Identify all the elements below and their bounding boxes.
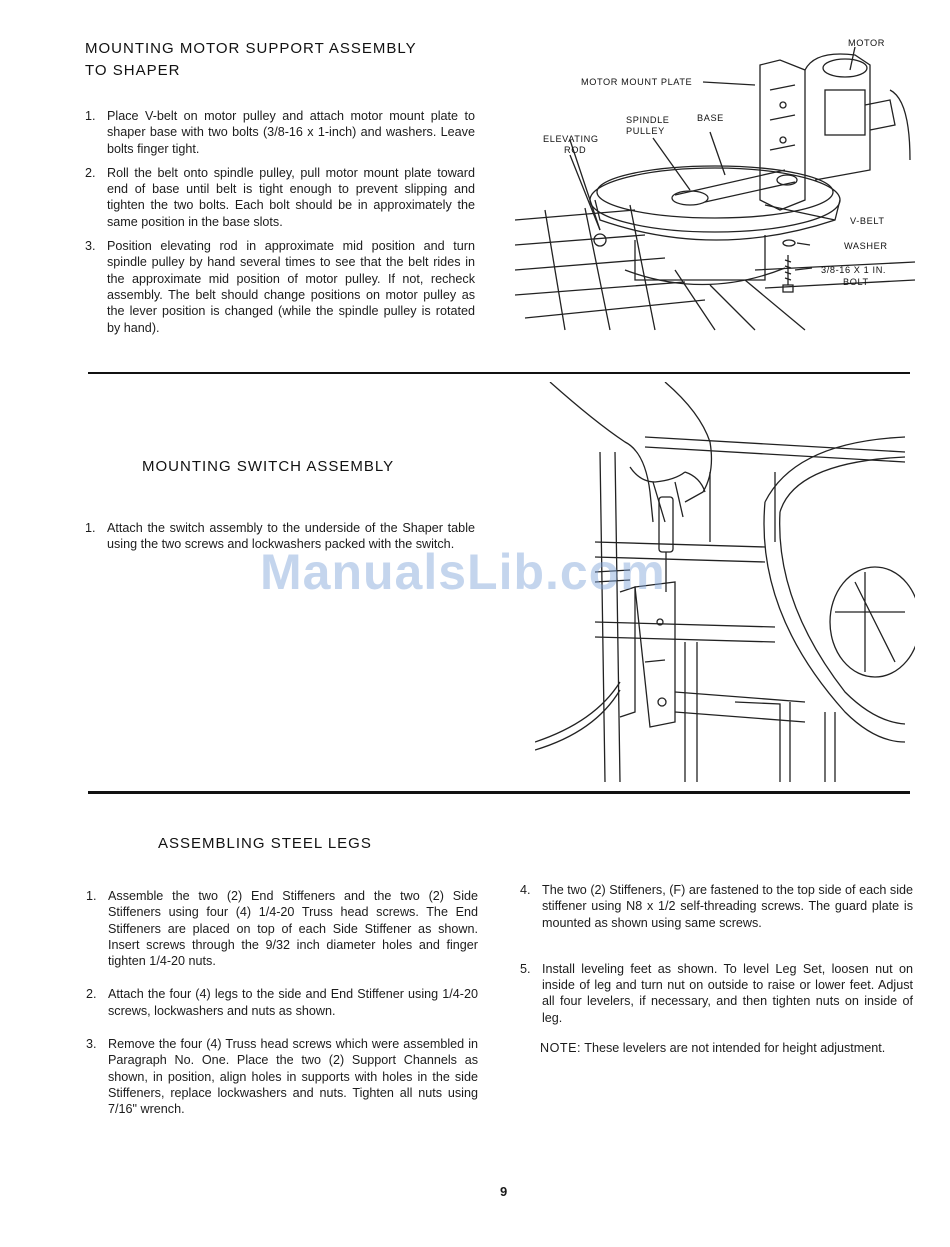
watermark: ManualsLib.com [260,544,666,600]
label-base: BASE [697,113,724,123]
section-title: MOUNTING SWITCH ASSEMBLY [142,458,395,475]
step-number: 2. [85,165,96,180]
label-washer: WASHER [844,241,888,251]
motor-mount-illustration [515,30,925,350]
section-title [85,38,475,82]
title-line-1: MOUNTING MOTOR SUPPORT ASSEMBLY [85,40,417,57]
note-text: These levelers are not intended for height adjustment. [584,1041,886,1056]
step-list [86,888,478,1118]
motor-mount-figure [515,30,925,350]
step-item [85,165,475,230]
label-elevating-rod-1: ELEVATING [543,134,599,144]
step-text: Attach the four (4) legs to the side and End Stiffener using 1/4-20 screws, lockwashers and nuts as shown. [108,987,478,1018]
step-item [520,961,913,1026]
step-number: 1. [86,889,97,903]
section-divider [88,372,910,374]
step-number: 1. [85,521,96,535]
step-number: 5. [520,961,531,976]
label-spindle-pulley-2: PULLEY [626,126,665,136]
title-line-2: TO SHAPER [85,62,181,79]
label-motor-mount-plate: MOTOR MOUNT PLATE [581,77,693,87]
step-list [85,108,475,336]
step-list [520,882,913,1026]
label-v-belt: V-BELT [850,216,885,226]
step-text: The two (2) Stiffeners, (F) are fastened to the top side of each side stiffener using N8 x 1/2 self-threading screws. The guard plate is mounted as shown using same screws. [542,883,913,930]
step-item [86,986,478,1019]
step-text: Remove the four (4) Truss head screws which were assembled in Paragraph No. One. Place the two (2) Support Channels as shown, in position, align holes in supports with holes in the side Stiffeners, replace lockwashers and nuts. Tighten all nuts using 7/16" wrench. [108,1037,478,1117]
step-number: 3. [85,239,96,254]
step-text: Position elevating rod in approximate mid position and turn spindle pulley by hand several times to see that the belt rides in the approximate mid position of motor pulley. If not, recheck assembly. The belt should change positions on motor pulley as the lever position is changed (while the spindle pulley is rotated by hand). [107,239,475,335]
step-item [85,108,475,157]
label-bolt-1: 3/8-16 X 1 IN. [821,265,887,275]
steel-legs-right-column [520,882,913,1056]
label-elevating-rod-2: ROD [564,145,587,155]
step-item [86,888,478,969]
step-number: 3. [86,1037,97,1052]
step-number: 2. [86,987,97,1002]
step-text: Roll the belt onto spindle pulley, pull motor mount plate toward end of base until belt is tight enough to prevent slipping and tighten the two bolts. Each bolt should be in approximately the same position in the base slots. [107,165,475,229]
step-number: 1. [85,109,96,123]
section-title-steel-legs: ASSEMBLING STEEL LEGS [158,835,372,852]
steel-legs-left-column [86,888,478,1126]
step-text: Attach the switch assembly to the underside of the Shaper table using the two screws and lockwashers packed with the switch. [107,521,475,552]
section-motor-support [85,38,475,344]
section-divider [88,791,910,794]
note-label: NOTE: [540,1041,581,1056]
step-item [520,882,913,931]
label-spindle-pulley-1: SPINDLE [626,115,670,125]
step-text: Assemble the two (2) End Stiffeners and the two (2) Side Stiffeners using four (4) 1/4-20 Truss head screws. The End Stiffeners are placed on top of each Side Stiffener as shown. Insert screws through the 9/32 inch diameter holes and finger tighten 1/4-20 nuts. [108,889,478,969]
step-item [85,238,475,336]
page-number: 9 [500,1184,508,1199]
step-item [86,1036,478,1117]
step-number: 4. [520,883,531,897]
note [520,1040,913,1056]
label-bolt-2: BOLT [843,277,869,287]
step-text: Install leveling feet as shown. To level Leg Set, loosen nut on inside of leg and turn nut on outside to raise or lower feet. Adjust all four levelers, if necessary, and then tighten nuts on inside of leg. [542,961,913,1025]
label-motor: MOTOR [848,38,886,48]
step-text: Place V-belt on motor pulley and attach motor mount plate to shaper base with two bolts (3/8-16 x 1-inch) and washers. Leave bolts finger tight. [107,109,475,156]
